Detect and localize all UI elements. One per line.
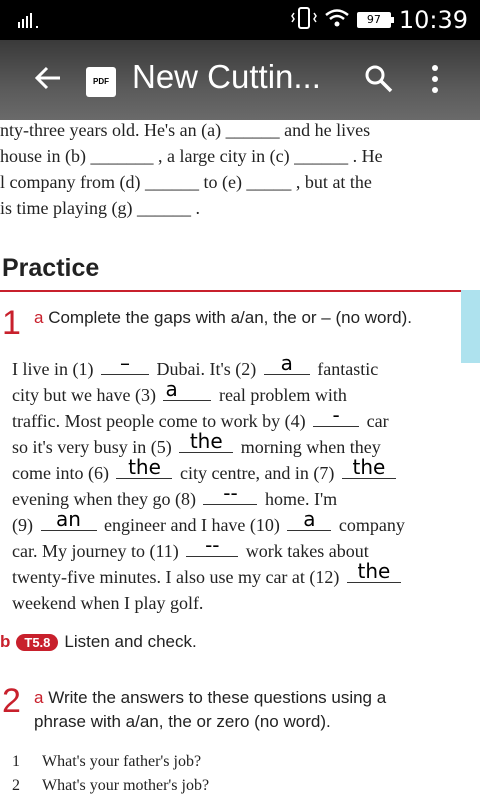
- answer-5: the: [189, 429, 223, 453]
- answer-7: the: [352, 455, 386, 479]
- part-label: b: [0, 632, 11, 651]
- instruction-text: phrase with a/an, the or zero (no word).: [34, 712, 331, 731]
- answer-1: –: [119, 351, 130, 375]
- instruction-text: Write the answers to these questions using a: [48, 688, 387, 707]
- exercise-number: 2: [2, 682, 21, 720]
- gap-2[interactable]: [264, 351, 310, 375]
- text: weekend when I play golf.: [12, 593, 204, 613]
- text: come into (6): [12, 463, 109, 483]
- answer-9: an: [56, 507, 81, 531]
- text: work takes about: [245, 541, 369, 561]
- text: car. My journey to (11): [12, 541, 179, 561]
- back-arrow-icon[interactable]: [34, 64, 62, 97]
- gap-4[interactable]: [313, 403, 359, 427]
- para-line: [12, 590, 203, 616]
- text: real problem with: [218, 385, 347, 405]
- exercise-number: 1: [2, 304, 21, 342]
- pdf-file-icon: PDF: [86, 67, 116, 97]
- gap-6[interactable]: [116, 455, 172, 479]
- listen-line: [0, 632, 197, 652]
- answer-11: --: [205, 533, 220, 557]
- answer-3: a: [165, 377, 178, 401]
- item-number: 2: [12, 777, 20, 794]
- search-icon[interactable]: [364, 64, 394, 99]
- part-label: a: [34, 308, 44, 327]
- answer-4: -: [332, 403, 340, 427]
- audio-track-badge[interactable]: T5.8: [16, 634, 58, 651]
- more-options-icon[interactable]: [430, 64, 440, 99]
- para-line: [12, 533, 369, 564]
- battery-icon: 97: [357, 12, 391, 28]
- answer-2: a: [280, 351, 293, 375]
- page-marker: [461, 290, 480, 363]
- para-line: [12, 429, 381, 460]
- gap-1[interactable]: [101, 351, 149, 375]
- gap-8[interactable]: [203, 481, 257, 505]
- text: company: [338, 515, 405, 535]
- gap-9[interactable]: [41, 507, 97, 531]
- gap-11[interactable]: [186, 533, 238, 557]
- text: morning when they: [240, 437, 381, 457]
- answer-6: the: [128, 455, 161, 479]
- gap-7[interactable]: [342, 455, 396, 479]
- list-item: [12, 774, 209, 798]
- status-bar: [0, 0, 480, 40]
- para-line: [12, 377, 347, 408]
- text-line: house in (b) _______ , a large city in (c) ______ . He: [0, 146, 383, 166]
- instruction-text: Complete the gaps with a/an, the or – (no word).: [48, 308, 413, 327]
- text: city centre, and in (7): [179, 463, 335, 483]
- text: (9): [12, 515, 33, 535]
- text: I live in (1): [12, 359, 94, 379]
- text: home. I'm: [264, 489, 338, 509]
- vibrate-icon: [291, 7, 317, 34]
- list-item: [12, 750, 209, 774]
- text-line: is time playing (g) ______ .: [0, 198, 200, 218]
- section-heading: Practice: [2, 254, 100, 282]
- text-line: nty-three years old. He's an (a) ______ and he lives: [0, 120, 371, 140]
- text: engineer and I have (10): [104, 515, 280, 535]
- gap-12[interactable]: [347, 559, 401, 583]
- gap-3[interactable]: [163, 377, 211, 401]
- clock: 10:39: [398, 6, 468, 34]
- answer-8: --: [223, 481, 238, 505]
- signal-icon: [18, 10, 42, 33]
- text-line: l company from (d) ______ to (e) _____ , but at the: [0, 172, 372, 192]
- gap-5[interactable]: [179, 429, 233, 453]
- divider: [0, 290, 470, 292]
- gap-10[interactable]: [287, 507, 331, 531]
- item-text: What's your mother's job?: [42, 777, 210, 794]
- part-label: a: [34, 688, 44, 707]
- text: evening when they go (8): [12, 489, 196, 509]
- text: city but we have (3): [12, 385, 156, 405]
- text: twenty-five minutes. I also use my car at (12): [12, 567, 340, 587]
- answer-10: a: [303, 507, 316, 531]
- item-text: What's your father's job?: [42, 753, 202, 770]
- document-title: New Cuttin...: [132, 58, 321, 95]
- text: traffic. Most people come to work by (4): [12, 411, 306, 431]
- answer-12: the: [357, 559, 391, 583]
- text: so it's very busy in (5): [12, 437, 172, 457]
- text: car: [366, 411, 389, 431]
- exercise-instruction: [34, 308, 412, 328]
- para-line: [12, 559, 404, 590]
- text: fantastic: [317, 359, 379, 379]
- listen-text: Listen and check.: [64, 632, 197, 651]
- wifi-icon: [325, 8, 349, 33]
- app-bar: [0, 40, 480, 120]
- text: Dubai. It's (2): [156, 359, 257, 379]
- exercise-instruction: [34, 686, 386, 734]
- item-number: 1: [12, 753, 20, 770]
- question-list: [12, 750, 209, 798]
- document-page[interactable]: [0, 120, 480, 800]
